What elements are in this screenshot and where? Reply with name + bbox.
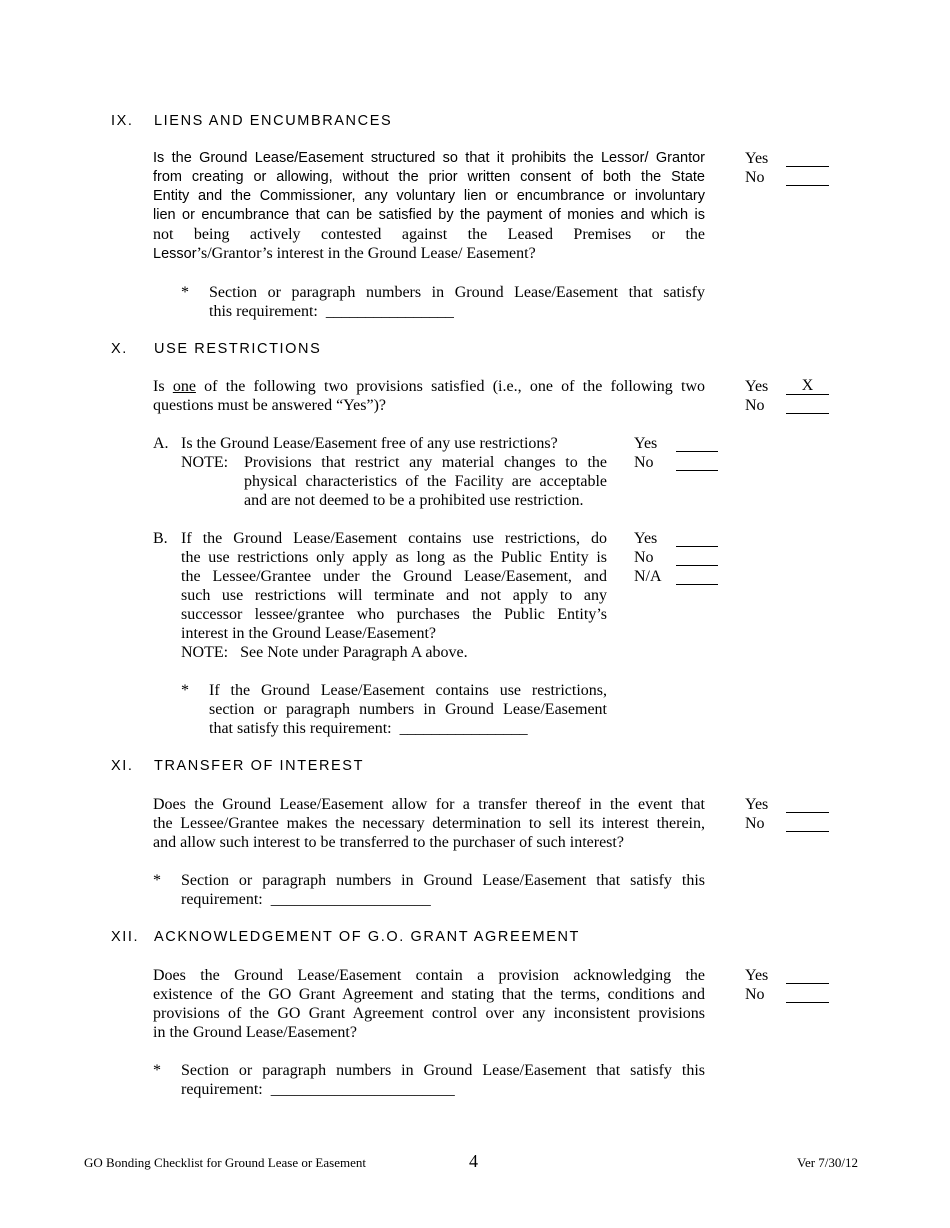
section-ix-note xyxy=(209,283,705,321)
item-b-requirement xyxy=(209,681,607,738)
question-line: existence of the GO Grant Agreement and stating that the terms, conditions and xyxy=(153,986,705,1003)
question-text: Is xyxy=(153,378,165,395)
xi-no-field[interactable] xyxy=(786,815,829,832)
x-a-yes-field[interactable] xyxy=(676,435,718,452)
item-b-note-text: See Note under Paragraph A above. xyxy=(240,644,468,661)
question-text: ’s/Grantor’s interest in the Ground Lease/ Easement? xyxy=(196,245,536,262)
question-line: not being actively contested against the Leased Premises or the xyxy=(153,226,705,243)
item-a-label: A. xyxy=(153,435,169,452)
note-line: section or paragraph numbers in Ground Lease/Easement xyxy=(209,701,607,718)
section-xii-question xyxy=(153,966,705,1042)
question-emphasis: one xyxy=(172,378,196,395)
page-number: 4 xyxy=(469,1151,478,1171)
x-section-number-blank[interactable]: ________________ xyxy=(399,720,528,737)
note-line: Section or paragraph numbers in Ground Lease/Easement that satisfy this xyxy=(181,872,705,889)
question-line: the Lessee/Grantee makes the necessary determination to sell its interest therein, xyxy=(153,815,705,832)
ix-section-number-blank[interactable]: ________________ xyxy=(325,303,454,320)
question-line: successor lessee/grantee who purchases the Public Entity’s xyxy=(181,606,607,623)
ix-yes-field[interactable] xyxy=(786,150,829,167)
section-ix-number: IX. xyxy=(111,113,134,129)
note-text: requirement: xyxy=(181,891,263,908)
item-a-question: Is the Ground Lease/Easement free of any use restrictions? xyxy=(181,435,558,452)
item-b-note-label: NOTE: xyxy=(181,644,229,661)
question-text: of the following two provisions satisfied (i.e., one of the following two xyxy=(204,378,706,395)
note-line xyxy=(209,719,607,738)
yes-label: Yes xyxy=(634,530,658,547)
x-b-no-field[interactable] xyxy=(676,549,718,566)
note-line xyxy=(181,890,705,909)
no-label: No xyxy=(634,549,654,566)
no-label: No xyxy=(745,397,765,414)
question-line: Is the Ground Lease/Easement structured so that it prohibits the Lessor/ Grantor xyxy=(153,150,705,166)
no-label: No xyxy=(634,454,654,471)
bullet: * xyxy=(153,872,161,889)
section-xii-number: XII. xyxy=(111,929,140,945)
bullet: * xyxy=(181,284,189,301)
x-b-na-field[interactable] xyxy=(676,568,718,585)
section-xi-number: XI. xyxy=(111,758,134,774)
xii-yes-field[interactable] xyxy=(786,967,829,984)
note-line: and are not deemed to be a prohibited use restriction. xyxy=(244,492,584,509)
xi-yes-field[interactable] xyxy=(786,796,829,813)
section-x-question xyxy=(153,377,705,415)
question-line: from creating or allowing, without the prior written consent of both the State xyxy=(153,169,705,185)
x-b-yes-field[interactable] xyxy=(676,530,718,547)
question-line xyxy=(153,244,705,264)
section-xii-note xyxy=(181,1061,705,1099)
no-label: No xyxy=(745,986,765,1003)
note-text: requirement: xyxy=(181,1081,263,1098)
xi-section-number-blank[interactable]: ____________________ xyxy=(270,891,431,908)
question-line: Does the Ground Lease/Easement allow for a transfer thereof in the event that xyxy=(153,796,705,813)
question-line: If the Ground Lease/Easement contains use restrictions, do xyxy=(181,530,607,547)
no-label: No xyxy=(745,169,765,186)
note-line: Provisions that restrict any material changes to the xyxy=(244,454,607,471)
section-ix-title: LIENS AND ENCUMBRANCES xyxy=(154,113,393,129)
x-a-no-field[interactable] xyxy=(676,454,718,471)
note-line: Section or paragraph numbers in Ground Lease/Easement that satisfy xyxy=(209,284,705,301)
question-line: questions must be answered “Yes”)? xyxy=(153,397,386,414)
item-a-note-label: NOTE: xyxy=(181,454,229,471)
yes-label: Yes xyxy=(745,796,769,813)
question-line: the use restrictions only apply as long as the Public Entity is xyxy=(181,549,607,566)
section-x-title: USE RESTRICTIONS xyxy=(154,341,322,357)
item-b-label: B. xyxy=(153,530,168,547)
section-xi-title: TRANSFER OF INTEREST xyxy=(154,758,365,774)
section-xi-question xyxy=(153,795,705,852)
yes-label: Yes xyxy=(745,967,769,984)
note-line: physical characteristics of the Facility are acceptable xyxy=(244,473,607,490)
note-text: that satisfy this requirement: xyxy=(209,720,392,737)
no-label: No xyxy=(745,815,765,832)
question-line: lien or encumbrance that can be satisfied by the payment of monies and which is xyxy=(153,207,705,223)
na-label: N/A xyxy=(634,568,662,585)
question-line: the Lessee/Grantee under the Ground Lease/Easement, and xyxy=(181,568,607,585)
question-line: in the Ground Lease/Easement? xyxy=(153,1024,357,1041)
question-line: interest in the Ground Lease/Easement? xyxy=(181,625,437,642)
item-b-question xyxy=(181,529,607,662)
note-line xyxy=(181,1080,705,1099)
note-text: this requirement: xyxy=(209,303,318,320)
ix-no-field[interactable] xyxy=(786,169,829,186)
question-text: Lessor xyxy=(153,246,197,262)
xii-no-field[interactable] xyxy=(786,986,829,1003)
section-x-number: X. xyxy=(111,341,128,357)
question-line: such use restrictions will terminate and not apply to any xyxy=(181,587,607,604)
footer-title: GO Bonding Checklist for Ground Lease or Easement xyxy=(84,1155,366,1170)
item-a-note xyxy=(244,453,607,510)
xii-section-number-blank[interactable]: _______________________ xyxy=(270,1081,455,1098)
question-line xyxy=(153,377,705,396)
question-line: and allow such interest to be transferred to the purchaser of such interest? xyxy=(153,834,624,851)
yes-label: Yes xyxy=(745,150,769,167)
section-xi-note xyxy=(181,871,705,909)
section-ix-question xyxy=(153,149,705,264)
note-line: If the Ground Lease/Easement contains use restrictions, xyxy=(209,682,607,699)
question-line: provisions of the GO Grant Agreement control over any inconsistent provisions xyxy=(153,1005,705,1022)
note-line xyxy=(209,302,705,321)
bullet: * xyxy=(153,1062,161,1079)
note-line: Section or paragraph numbers in Ground Lease/Easement that satisfy this xyxy=(181,1062,705,1079)
x-yes-field[interactable]: X xyxy=(786,378,829,395)
item-b-note xyxy=(181,643,607,662)
section-xii-title: ACKNOWLEDGEMENT OF G.O. GRANT AGREEMENT xyxy=(154,929,581,945)
bullet: * xyxy=(181,682,189,699)
question-line: Entity and the Commissioner, any voluntary lien or encumbrance or involuntary xyxy=(153,188,705,204)
x-no-field[interactable] xyxy=(786,397,829,414)
question-line: Does the Ground Lease/Easement contain a provision acknowledging the xyxy=(153,967,705,984)
yes-label: Yes xyxy=(745,378,769,395)
yes-label: Yes xyxy=(634,435,658,452)
footer-version: Ver 7/30/12 xyxy=(797,1155,859,1170)
